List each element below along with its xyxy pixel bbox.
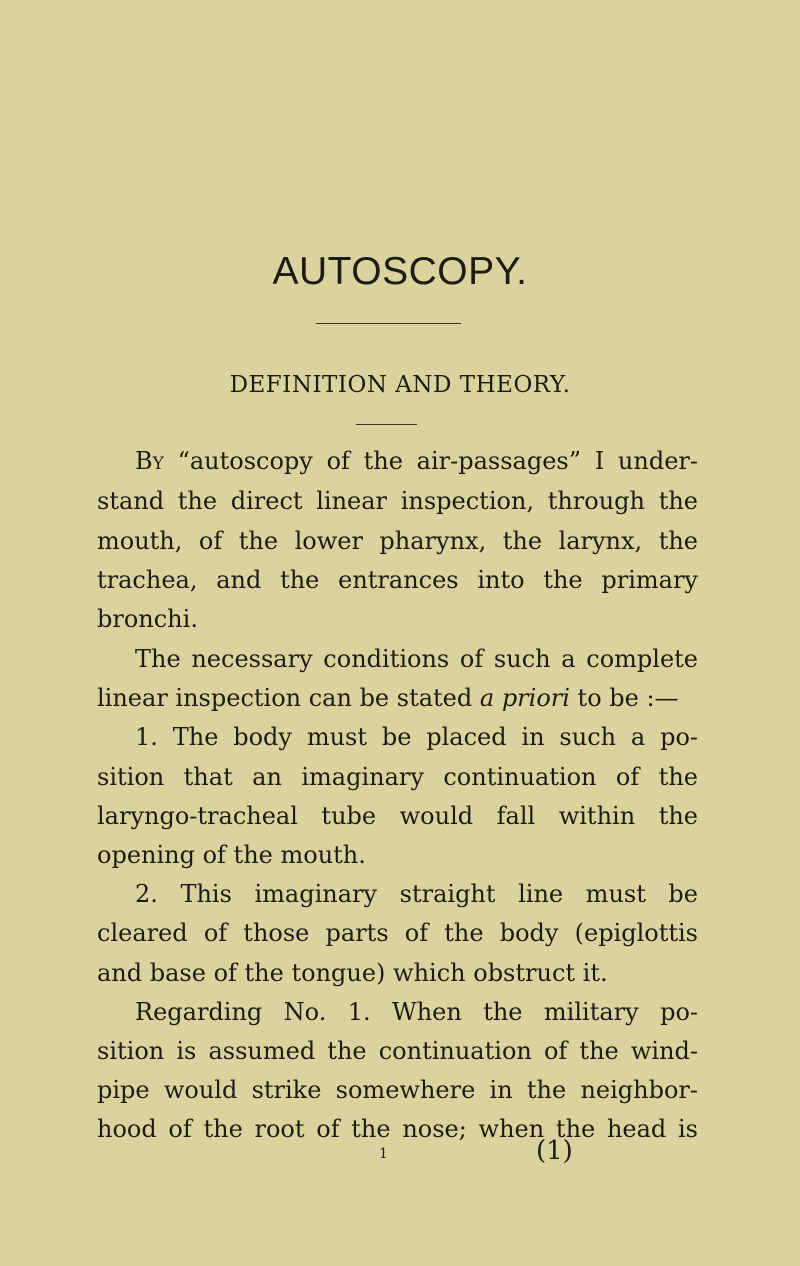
text-line: sition is assumed the continuation of the wind- [97,1037,698,1065]
section-rule [356,424,417,425]
text-line: 1. The body must be placed in such a po- [135,723,698,751]
text-line: laryngo-tracheal tube would fall within the [97,802,698,830]
text-line: stand the direct linear inspection, through the [97,487,698,515]
text-line: 2. This imaginary straight line must be [135,880,698,908]
text-line: hood of the root of the nose; when the head is [97,1115,698,1143]
text-line: The necessary conditions of such a complete [135,645,698,673]
section-heading: DEFINITION AND THEORY. [229,372,571,398]
text-line: sition that an imaginary continuation of the [97,763,698,791]
signature-mark: 1 [379,1146,388,1162]
page-number: (1) [536,1136,573,1166]
text-line: and base of the tongue) which obstruct it. [97,959,608,987]
page-title: AUTOSCOPY. [272,250,528,293]
text-line: opening of the mouth. [97,841,366,869]
text-line: Regarding No. 1. When the military po- [135,998,698,1026]
italic-phrase: a priori [479,684,570,712]
text-line: pipe would strike somewhere in the neighbor- [97,1076,698,1104]
first-word: By [135,447,164,475]
text-line: mouth, of the lower pharynx, the larynx, the [97,527,698,555]
text-line: bronchi. [97,605,198,633]
text-line: trachea, and the entrances into the primary [97,566,698,594]
text-line: By “autoscopy of the air-passages” I under- [135,447,698,475]
text-line: linear inspection can be stated a priori to be :— [97,684,679,712]
title-rule [316,323,461,324]
text-line: cleared of those parts of the body (epiglottis [97,919,698,947]
